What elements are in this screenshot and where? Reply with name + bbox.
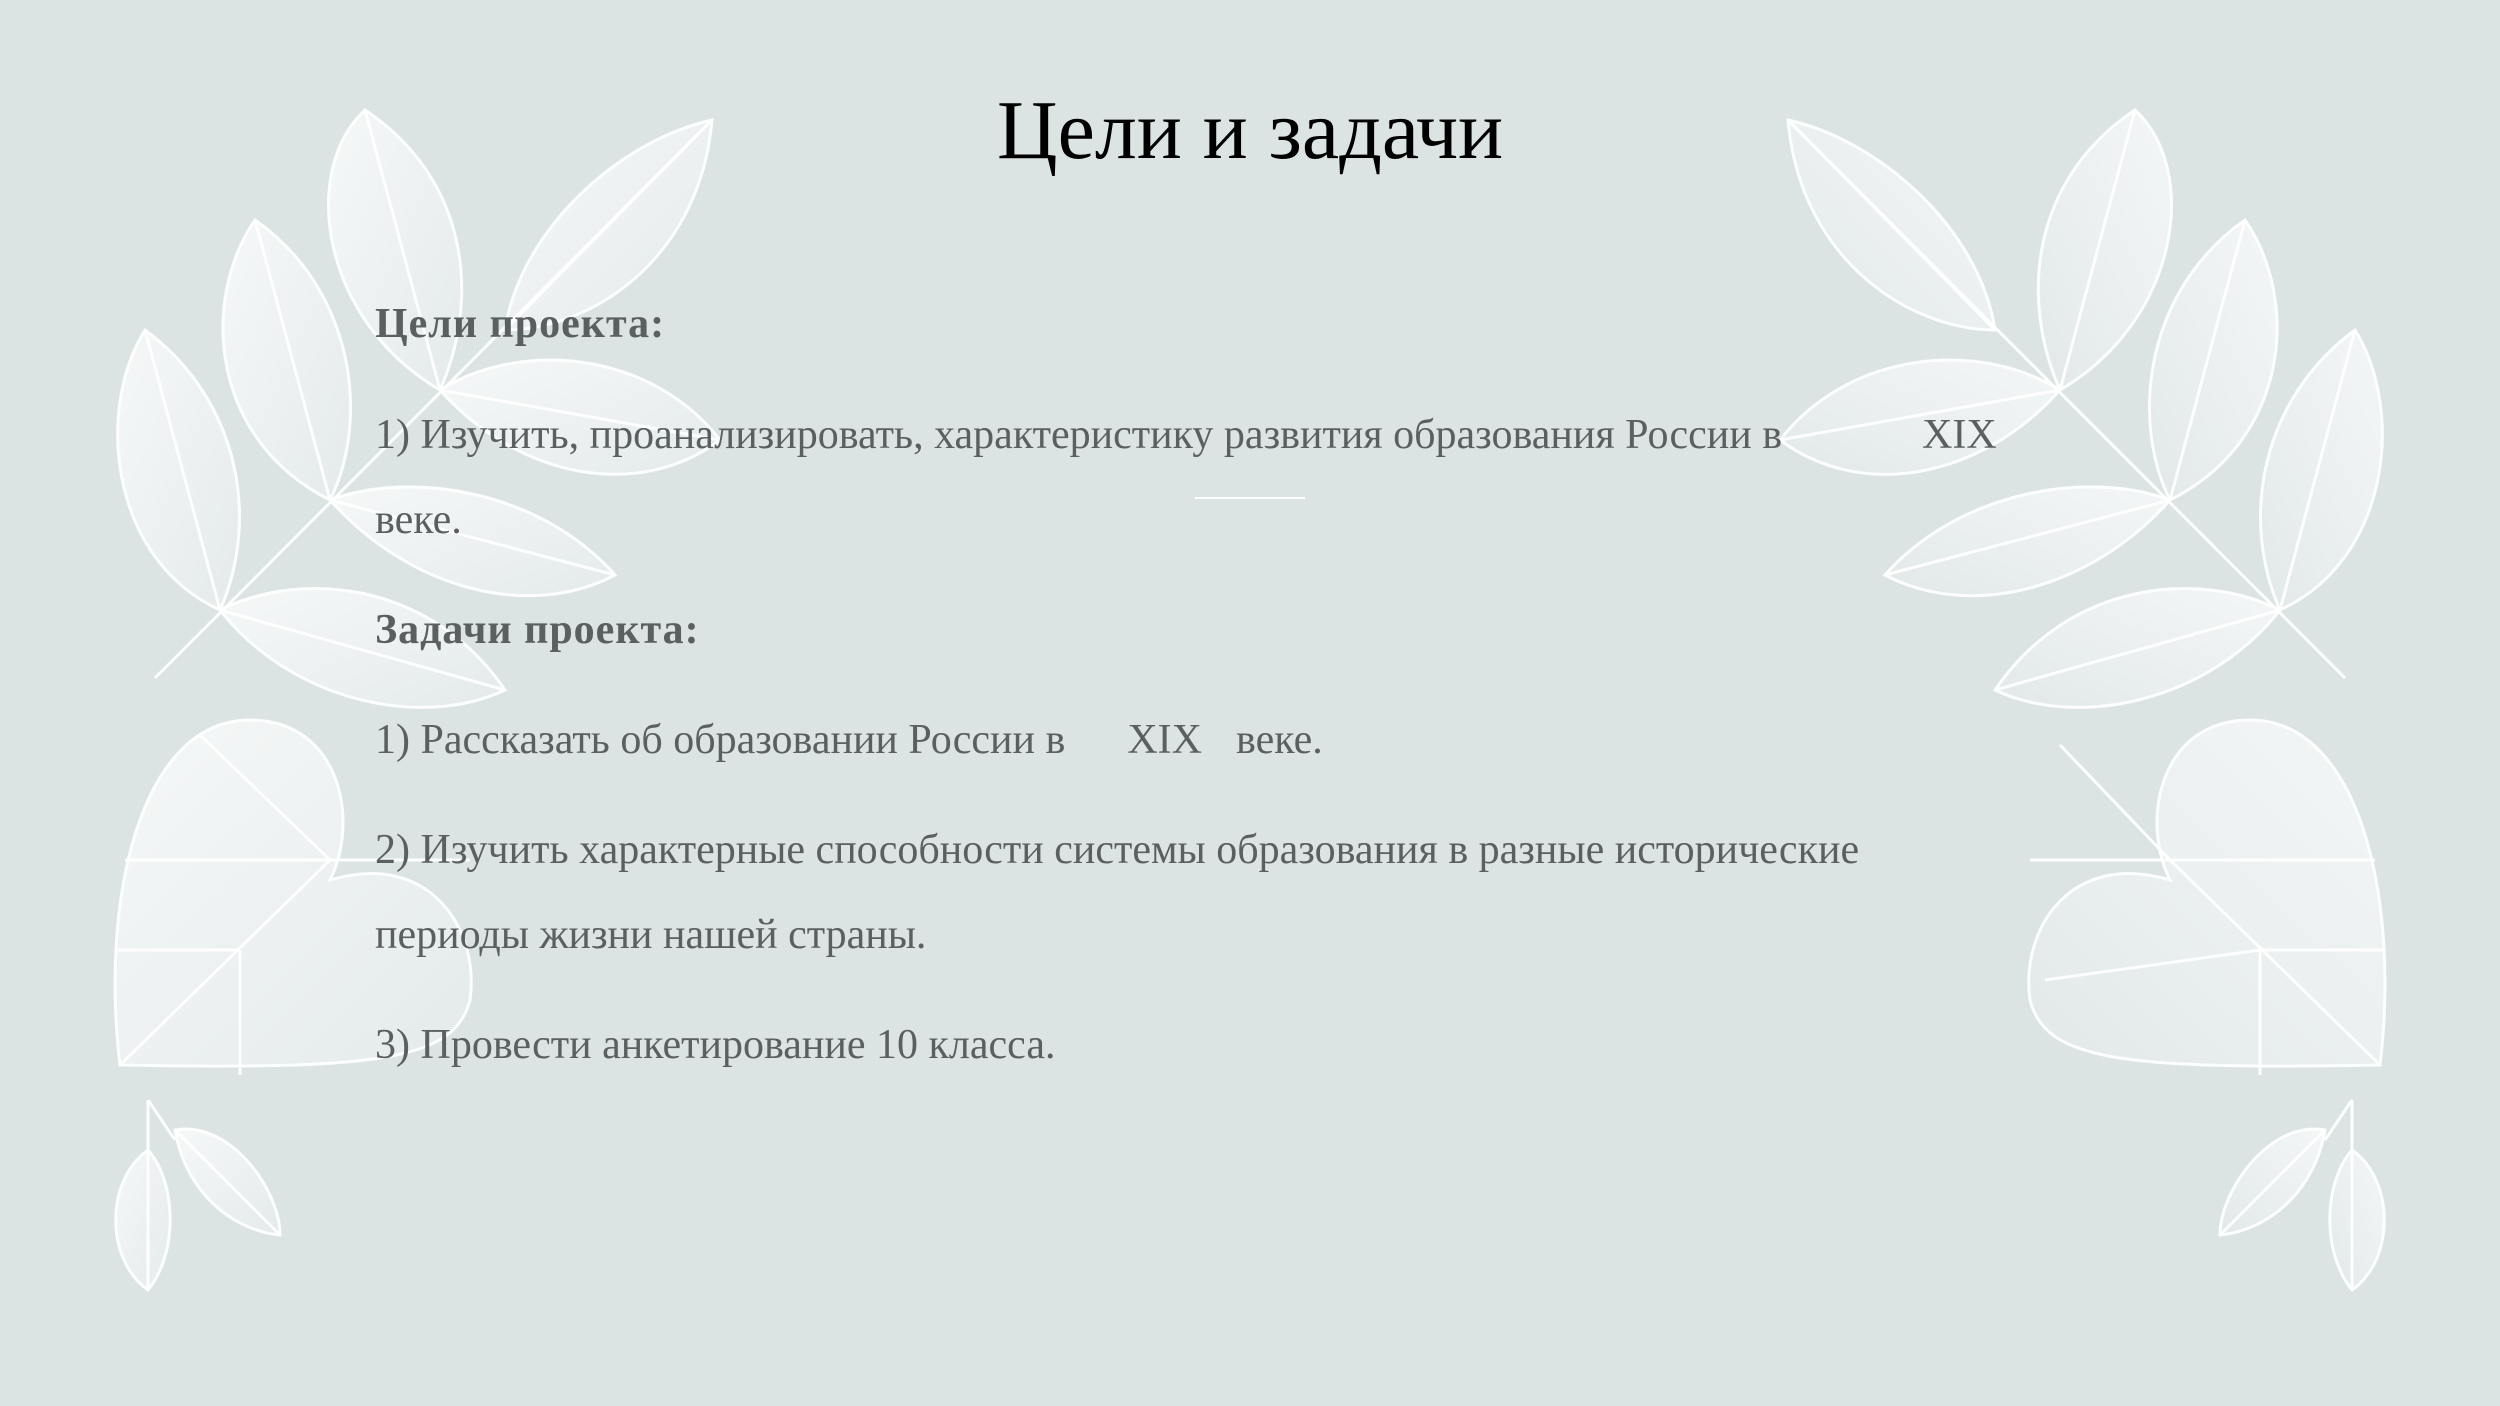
left-sprig-icon <box>116 1100 280 1290</box>
right-sprig-icon <box>2220 1100 2384 1290</box>
task-3-line: 3) Провести анкетирование 10 класса. <box>375 1022 1056 1068</box>
goal-1-line <box>375 407 1997 463</box>
tasks-heading: Задачи проекта: <box>375 607 700 653</box>
task-1-ending: веке. <box>1236 717 1323 763</box>
goals-heading: Цели проекта: <box>375 301 666 347</box>
goal-1-ending: веке. <box>375 497 462 543</box>
task-1-century: XIX <box>1127 717 1202 763</box>
task-2-line-2: периоды жизни нашей страны. <box>375 912 927 958</box>
goal-1-text: 1) Изучить, проанализировать, характеристику развития образования России в <box>375 412 1783 458</box>
task-1-text: 1) Рассказать об образовании России в <box>375 717 1066 763</box>
slide-title: Цели и задачи <box>996 84 1504 177</box>
task-2-line-1: 2) Изучить характерные способности системы образования в разные исторические <box>375 827 1860 873</box>
title-underline <box>1195 497 1305 499</box>
task-1-line <box>375 712 1323 768</box>
goal-1-century: XIX <box>1922 412 1997 458</box>
right-heart-leaf-icon <box>2029 720 2385 1075</box>
